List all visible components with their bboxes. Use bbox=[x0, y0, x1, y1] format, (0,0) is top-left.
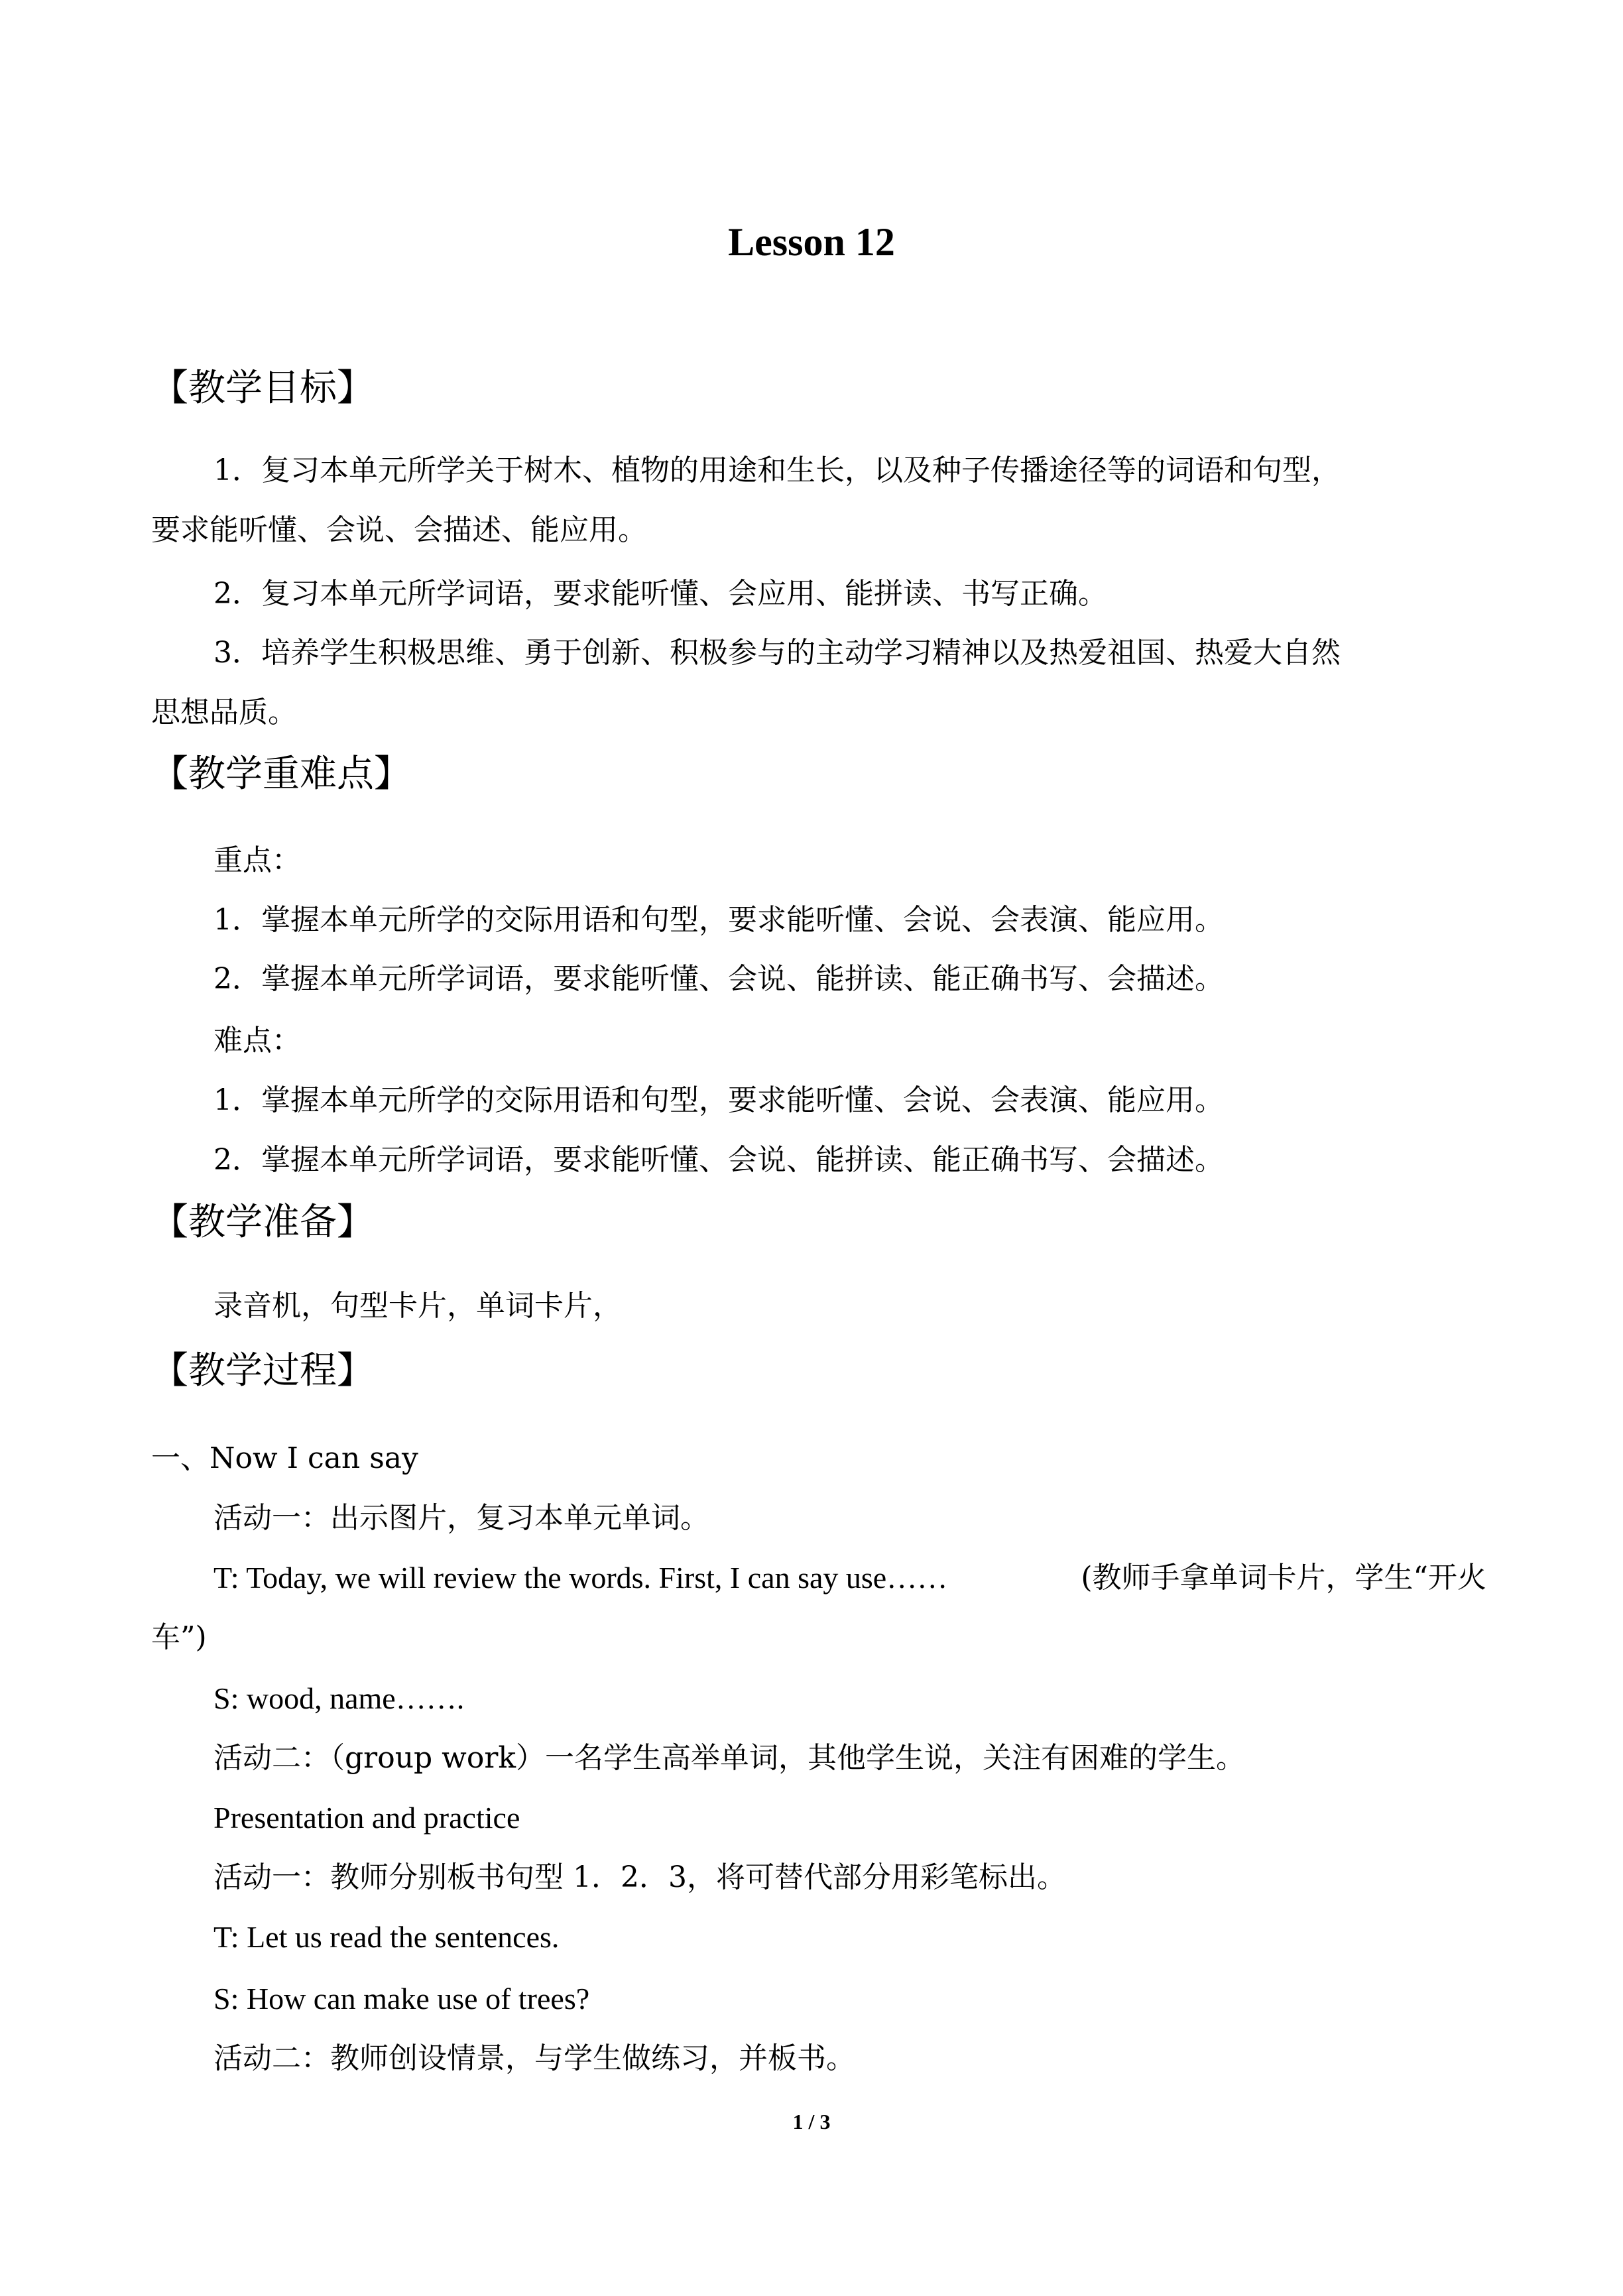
student-line-1: S: wood, name……. bbox=[213, 1681, 465, 1715]
section-heading-key-points: 【教学重难点】 bbox=[151, 753, 411, 796]
objective-item-1-line-2: 要求能听懂、会说、会描述、能应用。 bbox=[151, 513, 647, 547]
objective-item-1-text: 1．复习本单元所学关于树木、植物的用途和生长，以及种子传播途径等的词语和句型， bbox=[213, 453, 1341, 487]
student-line-2: S: How can make use of trees? bbox=[213, 1982, 590, 2016]
difficult-item-1: 1．掌握本单元所学的交际用语和句型，要求能听懂、会说、会表演、能应用。 bbox=[213, 1083, 1224, 1117]
activity-1: 活动一：出示图片，复习本单元单词。 bbox=[213, 1501, 709, 1535]
teacher-line-1 bbox=[213, 1558, 1486, 1598]
focus-item-1: 1．掌握本单元所学的交际用语和句型，要求能听懂、会说、会表演、能应用。 bbox=[213, 903, 1224, 937]
focus-label: 重点： bbox=[213, 843, 301, 877]
teacher-line-1-english: T: Today, we will review the words. First, I can say use…… bbox=[213, 1561, 948, 1595]
objective-item-2: 2．复习本单元所学词语，要求能听懂、会应用、能拼读、书写正确。 bbox=[213, 577, 1107, 611]
activity-2: 活动二：（group work）一名学生高举单词，其他学生说，关注有困难的学生。 bbox=[213, 1741, 1246, 1775]
section-heading-process: 【教学过程】 bbox=[151, 1349, 374, 1392]
section-heading-preparation: 【教学准备】 bbox=[151, 1201, 374, 1244]
objective-item-3-line-2: 思想品质。 bbox=[151, 695, 297, 729]
activity-4: 活动二：教师创设情景，与学生做练习，并板书。 bbox=[213, 2041, 855, 2075]
objective-item-1-line-1 bbox=[213, 451, 1486, 491]
section-heading-objectives: 【教学目标】 bbox=[151, 367, 374, 410]
teacher-line-2: T: Let us read the sentences. bbox=[213, 1920, 560, 1954]
preparation-text: 录音机，句型卡片，单词卡片， bbox=[213, 1289, 622, 1323]
focus-item-2: 2．掌握本单元所学词语，要求能听懂、会说、能拼读、能正确书写、会描述。 bbox=[213, 962, 1224, 996]
presentation-practice: Presentation and practice bbox=[213, 1801, 520, 1835]
objective-item-3-line-1: 3．培养学生积极思维、勇于创新、积极参与的主动学习精神以及热爱祖国、热爱大自然 bbox=[213, 636, 1341, 670]
teacher-line-1-note: (教师手拿单词卡片，学生“开火 bbox=[1081, 1561, 1486, 1595]
activity-3: 活动一：教师分别板书句型 1．2．3，将可替代部分用彩笔标出。 bbox=[213, 1860, 1066, 1894]
page-title: Lesson 12 bbox=[728, 220, 895, 264]
difficult-item-2: 2．掌握本单元所学词语，要求能听懂、会说、能拼读、能正确书写、会描述。 bbox=[213, 1143, 1224, 1177]
process-part-1: 一、Now I can say bbox=[151, 1441, 418, 1475]
difficult-label: 难点： bbox=[213, 1024, 301, 1057]
page-number: 1 / 3 bbox=[792, 2110, 831, 2134]
teacher-line-1-continued: 车”) bbox=[151, 1620, 207, 1654]
